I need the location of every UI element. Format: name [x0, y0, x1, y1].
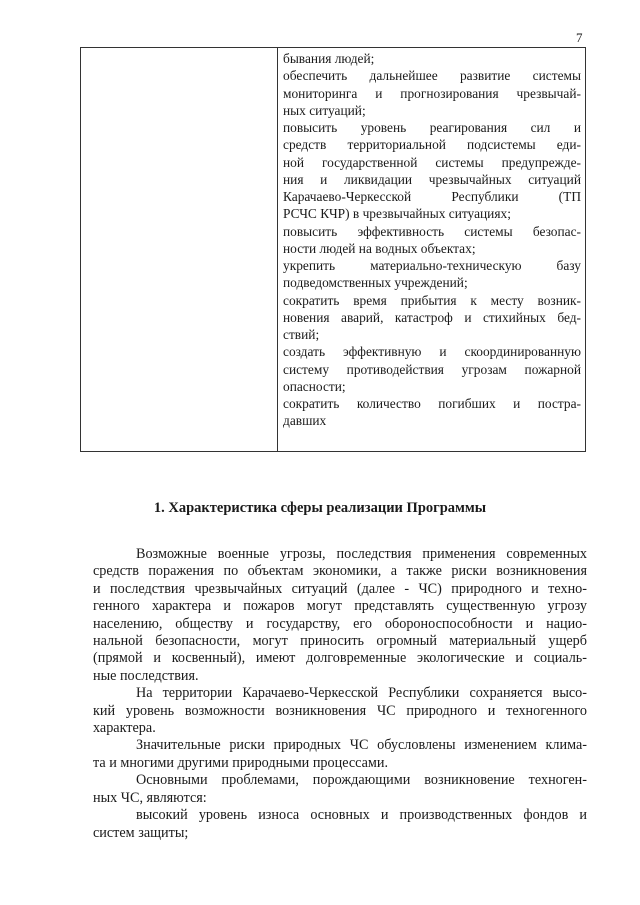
body-text-line: характера. [93, 720, 156, 737]
body-text-line: систем защиты; [93, 824, 189, 841]
body-text-line: ных ЧС, являются: [93, 789, 207, 806]
table-text-line: ности людей на водных объектах; [283, 240, 476, 256]
body-text-line: ные последствия. [93, 667, 199, 684]
table-cell-text [283, 50, 581, 430]
table-text-line: подведомственных учреждений; [283, 275, 468, 291]
body-text-line: Возможные военные угрозы, последствия применения современных [136, 546, 587, 562]
body-text [93, 546, 587, 842]
table-text-line: РСЧС КЧР) в чрезвычайных ситуациях; [283, 206, 511, 222]
table-text-line: ных ситуаций; [283, 102, 366, 118]
body-text-line: кий уровень возможности возникновения ЧС природного и техногенного [93, 702, 587, 719]
body-text-line: и последствия чрезвычайных ситуаций (далее - ЧС) природного и техно- [93, 580, 587, 597]
body-text-line: та и многими другими природными процессами. [93, 754, 389, 771]
table-left-cell [81, 48, 278, 452]
table-text-line: бывания людей; [283, 51, 375, 66]
table-text-line: сократить время прибытия к месту возник- [283, 292, 581, 308]
table-text-line: ствий; [283, 327, 320, 342]
continued-table [80, 47, 586, 452]
table-text-line: ной государственной системы предупрежде- [283, 154, 581, 170]
section-heading: 1. Характеристика сферы реализации Программы [153, 500, 487, 516]
table-text-line: обеспечить дальнейшее развитие системы [283, 68, 581, 84]
table-text-line: систему противодействия угрозам пожарной [283, 361, 581, 377]
table-text-line: сократить количество погибших и постра- [283, 396, 581, 411]
table-text-line: мониторинга и прогнозирования чрезвычай- [283, 85, 581, 101]
table-text-line: ния и ликвидации чрезвычайных ситуаций [283, 171, 581, 187]
table-text-line: повысить эффективность системы безопас- [283, 223, 581, 239]
body-text-line: Основными проблемами, порождающими возникновение техноген- [136, 772, 587, 789]
body-text-line: На территории Карачаево-Черкесской Республики сохраняется высо- [136, 685, 587, 702]
page-number: 7 [576, 30, 583, 45]
body-text-line: Значительные риски природных ЧС обусловлены изменением клима- [136, 737, 587, 754]
table-text-line: средств территориальной подсистемы еди- [283, 137, 581, 153]
table-text-line: укрепить материально-техническую базу [283, 258, 581, 273]
body-text-line: высокий уровень износа основных и производственных фондов и [136, 807, 587, 824]
table-text-line: опасности; [283, 378, 346, 394]
body-text-line: нальной безопасности, могут приносить огромный материальный ущерб [93, 633, 587, 650]
table-text-line: новения аварий, катастроф и стихийных бед- [283, 309, 581, 325]
table-right-cell [278, 48, 586, 452]
table-text-line: создать эффективную и скоординированную [283, 344, 581, 360]
body-text-line: генного характера и пожаров могут представлять существенную угрозу [93, 598, 587, 615]
body-text-line: населению, обществу и государству, его обороноспособности и нацио- [93, 615, 587, 632]
body-text-line: средств поражения по объектам экономики, а также риски возникновения [93, 563, 587, 580]
table-text-line: повысить уровень реагирования сил и [283, 120, 581, 135]
table-text-line: давших [283, 413, 327, 429]
table-text-line: Карачаево-Черкесской Республики (ТП [283, 189, 581, 204]
body-text-line: (прямой и косвенный), имеют долговременные экологические и социаль- [93, 650, 587, 667]
